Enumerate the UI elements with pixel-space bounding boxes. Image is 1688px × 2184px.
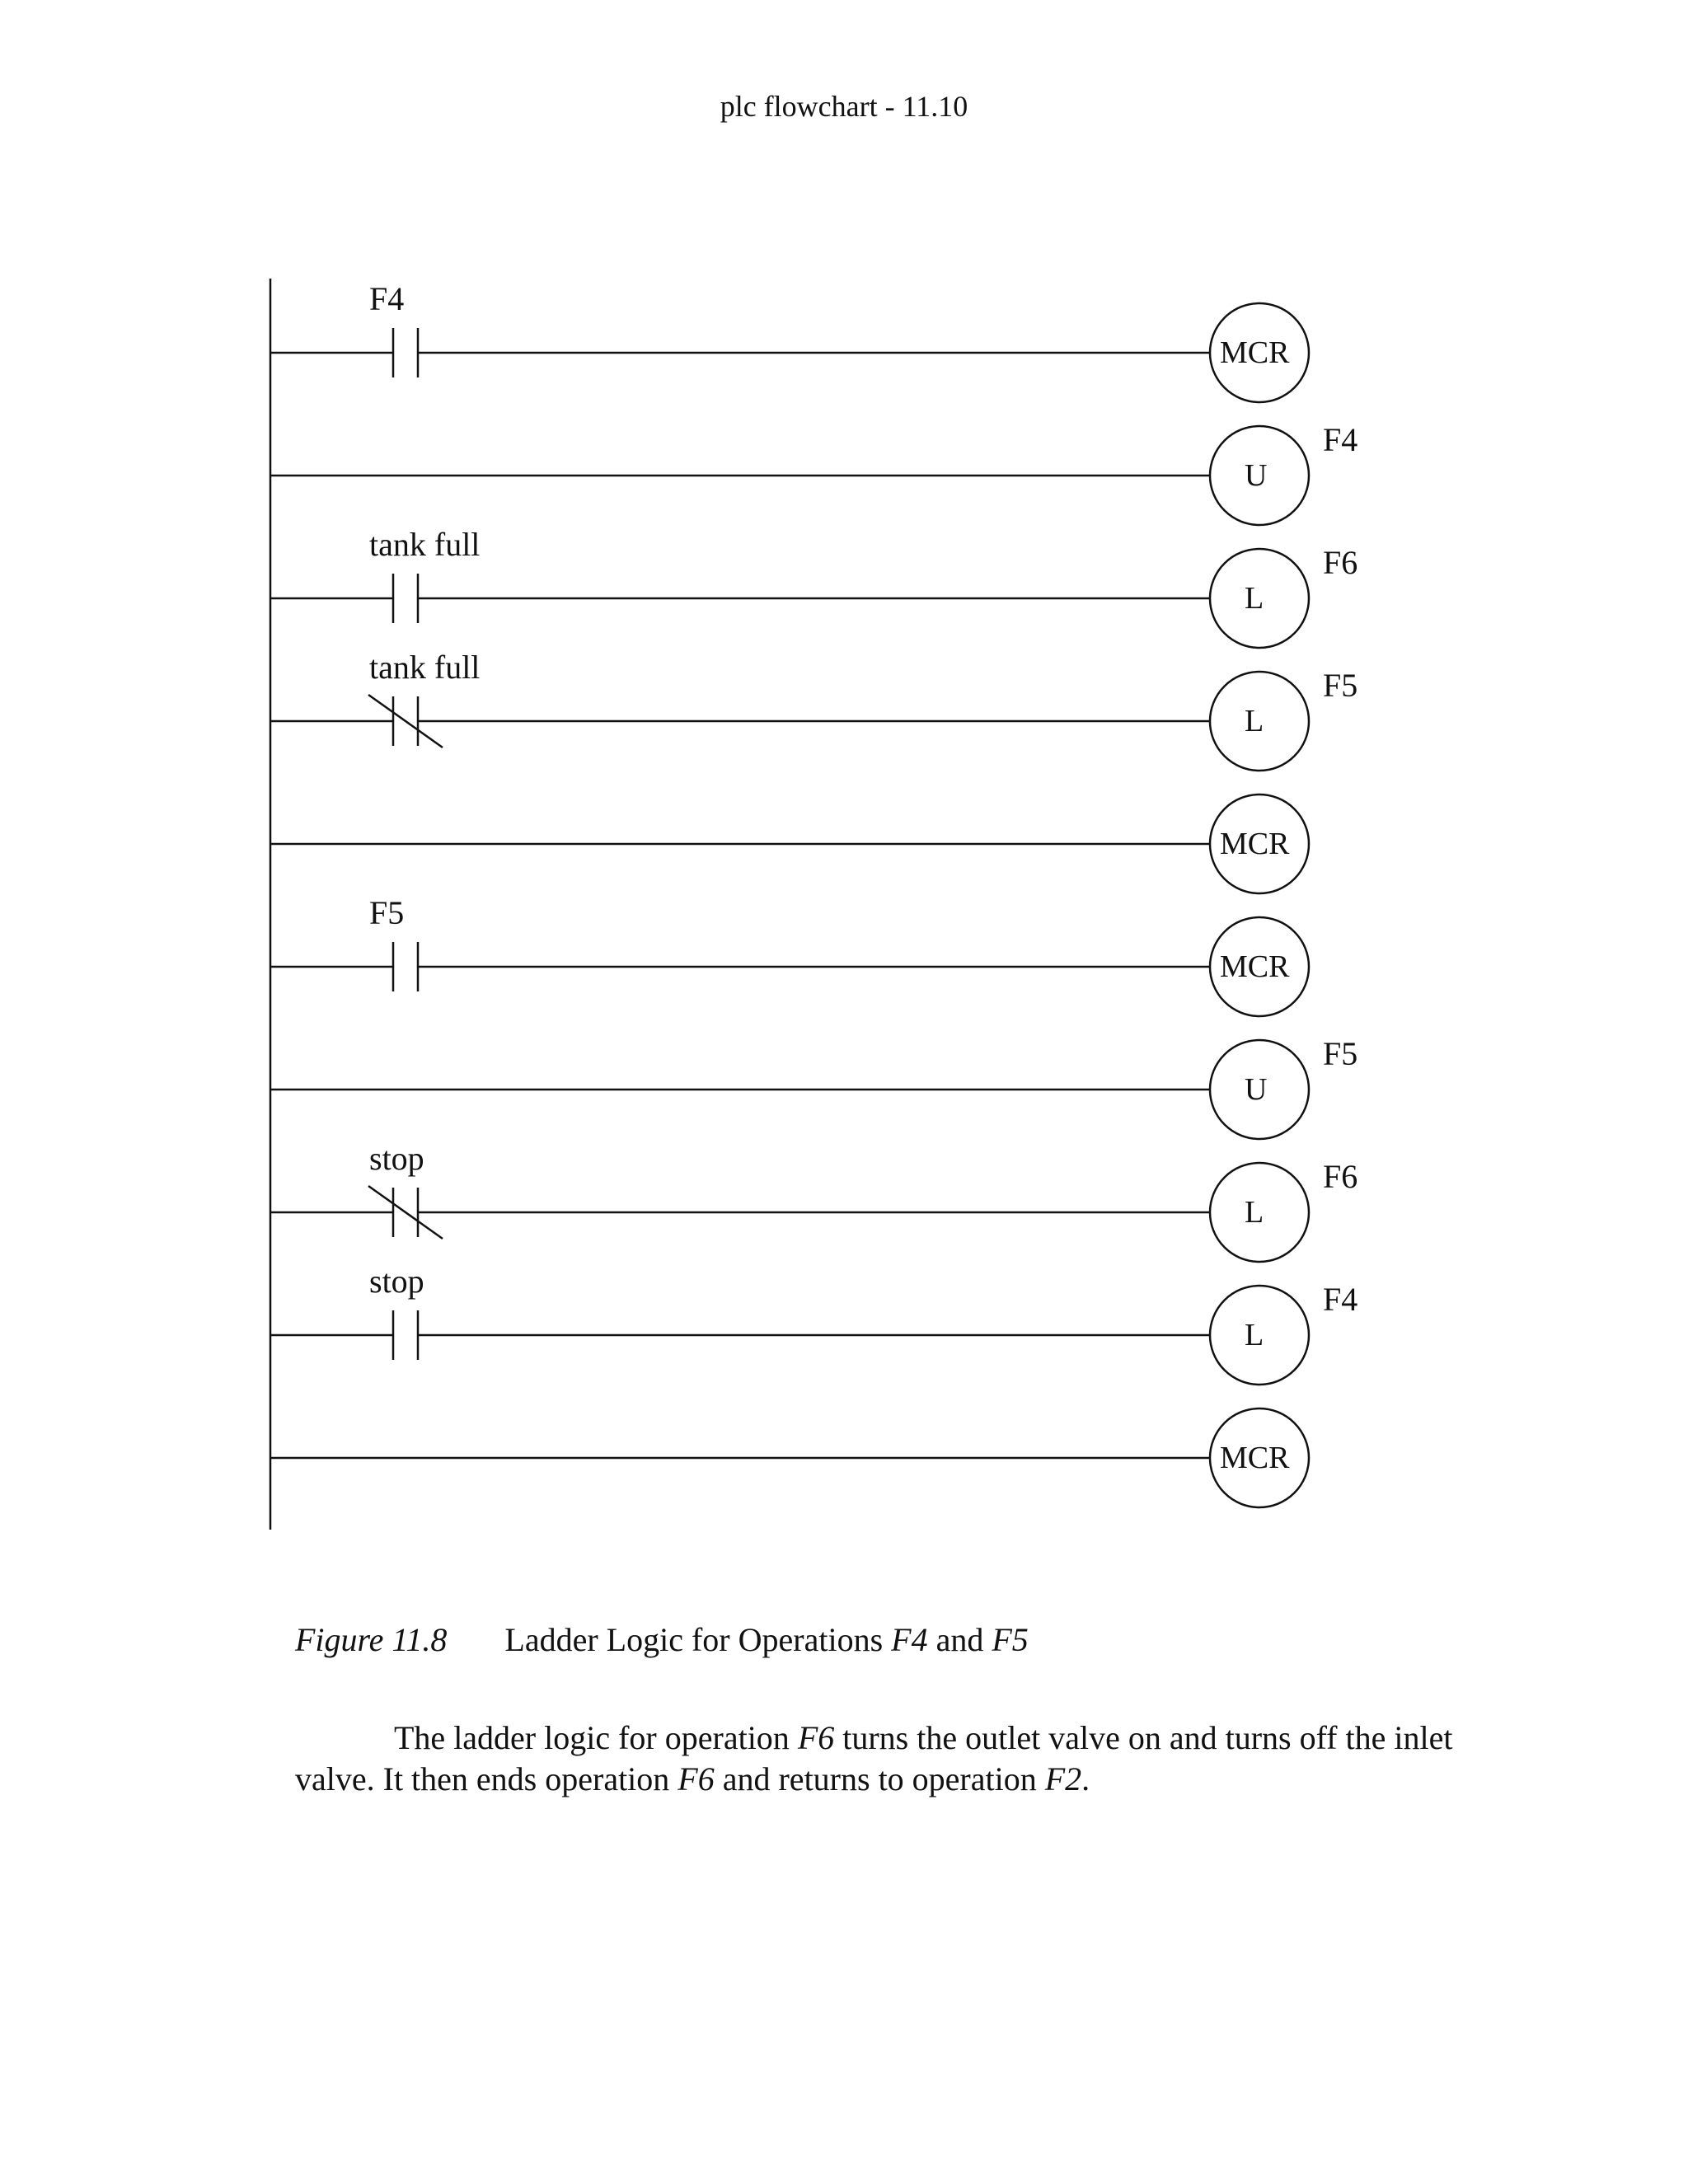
contact-label: tank full: [369, 649, 481, 686]
coil-text: U: [1245, 458, 1268, 493]
coil-address-label: F4: [1323, 421, 1358, 458]
caption-text: Ladder Logic for Operations: [504, 1621, 892, 1658]
caption-op1: F4: [891, 1621, 928, 1658]
contact-label: F5: [369, 894, 405, 931]
figure-caption: Figure 11.8 Ladder Logic for Operations F4 and F5: [295, 1621, 1029, 1658]
ladder-rung: [270, 526, 1357, 648]
coil-text: L: [1245, 1195, 1264, 1230]
contact-label: tank full: [369, 526, 481, 563]
caption-op2: F5: [992, 1621, 1029, 1658]
coil-text: MCR: [1220, 1441, 1290, 1475]
coil-address-label: F6: [1323, 1158, 1358, 1195]
ladder-rung: [270, 421, 1357, 525]
ladder-rung: [270, 1263, 1357, 1385]
coil-text: MCR: [1220, 949, 1290, 984]
figure-number: Figure 11.8: [295, 1621, 448, 1658]
page-header: plc flowchart - 11.10: [720, 90, 968, 123]
ladder-rung: [270, 794, 1309, 893]
coil-address-label: F4: [1323, 1281, 1358, 1318]
ladder-rung: [270, 1140, 1357, 1262]
coil-text: L: [1245, 1318, 1264, 1352]
coil-address-label: F5: [1323, 1035, 1358, 1072]
coil-text: L: [1245, 581, 1264, 616]
contact-label: stop: [369, 1140, 424, 1177]
coil-address-label: F5: [1323, 667, 1358, 704]
ladder-rung: [270, 1408, 1309, 1507]
coil-text: MCR: [1220, 827, 1290, 861]
ladder-rung: [270, 894, 1309, 1016]
body-paragraph: The ladder logic for operation F6 turns the outlet valve on and turns off the inlet valve. It then ends operation F6 and returns to operation F2.: [295, 1719, 1453, 1797]
coil-text: MCR: [1220, 335, 1290, 370]
coil-text: U: [1245, 1072, 1268, 1107]
ladder-rung: [270, 1035, 1357, 1139]
coil-address-label: F6: [1323, 544, 1358, 581]
contact-label: F4: [369, 280, 405, 317]
contact-label: stop: [369, 1263, 424, 1300]
ladder-rung: [270, 649, 1357, 771]
coil-text: L: [1245, 704, 1264, 738]
ladder-rung: [270, 280, 1309, 402]
